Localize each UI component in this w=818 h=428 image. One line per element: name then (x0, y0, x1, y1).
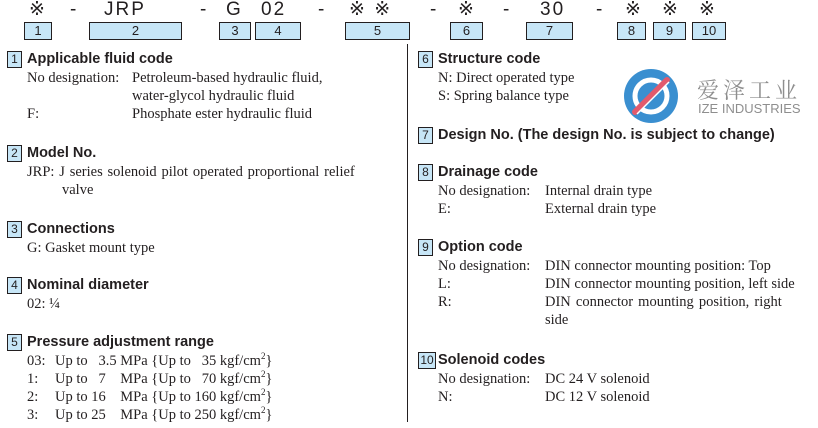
row-value: water-glycol hydraulic fluid (132, 88, 295, 104)
code-box-3: 3 (219, 22, 251, 40)
section-number: 5 (7, 334, 22, 351)
code-part-3: G (226, 0, 243, 20)
code-dash: - (70, 0, 79, 20)
row-label: L: (438, 276, 451, 292)
row-value: External drain type (545, 201, 657, 217)
row-text: 02: ¼ (27, 296, 61, 312)
code-part-4: 02 (261, 0, 287, 20)
code-dash: - (596, 0, 605, 20)
row-label: E: (438, 201, 451, 217)
row-value: side (545, 312, 569, 328)
section-title: Connections (27, 221, 115, 237)
row-value: DC 12 V solenoid (545, 389, 650, 405)
section-title: Solenoid codes (438, 352, 546, 368)
section-title: Applicable fluid code (27, 51, 173, 67)
section-title: Option code (438, 239, 523, 255)
code-box-5: 5 (345, 22, 410, 40)
row-value: Petroleum-based hydraulic fluid, (132, 70, 323, 86)
watermark-cn: 爱泽工业 (697, 79, 802, 104)
code-dash: - (318, 0, 327, 20)
row-value: Phosphate ester hydraulic fluid (132, 106, 312, 122)
row-value: DIN connector mounting position, left side (545, 276, 795, 292)
row-label: No designation: (438, 258, 531, 274)
code-box-9: 9 (653, 22, 686, 40)
row-text: G: Gasket mount type (27, 240, 155, 256)
row-code: 3: (27, 407, 39, 423)
row-text: valve (62, 182, 94, 198)
row-label: No designation: (27, 70, 120, 86)
section-design-no (418, 126, 813, 145)
row-value: Up to 16 MPa {Up to 160 kgf/$cm^2$} (55, 387, 273, 405)
section-number: 2 (7, 145, 22, 162)
section-number: 1 (7, 51, 22, 68)
code-box-6: 6 (450, 22, 483, 40)
section-fluid-code (7, 50, 402, 123)
row-label: No designation: (438, 371, 531, 387)
row-code: 03: (27, 353, 46, 369)
row-code: 2: (27, 389, 39, 405)
section-number: 10 (418, 352, 436, 369)
code-box-2: 2 (89, 22, 182, 40)
code-box-1: 1 (24, 22, 52, 40)
row-text: N: Direct operated type (438, 70, 575, 86)
section-number: 6 (418, 51, 433, 68)
row-value: DIN connector mounting position, right (545, 294, 782, 310)
section-nominal-diameter (7, 276, 402, 313)
section-title: Design No. (The design No. is subject to change) (438, 127, 775, 143)
ize-logo-icon (623, 68, 679, 124)
code-box-8: 8 (617, 22, 646, 40)
row-label: R: (438, 294, 452, 310)
section-title: Nominal diameter (27, 277, 149, 293)
row-label: N: (438, 389, 453, 405)
code-part-5: ※ ※ (349, 0, 393, 20)
row-code: 1: (27, 371, 39, 387)
row-value: Up to 25 MPa {Up to 250 kgf/$cm^2$} (55, 405, 273, 423)
section-title: Drainage code (438, 164, 538, 180)
section-solenoid-codes (418, 351, 813, 406)
row-label: F: (27, 106, 40, 122)
code-part-8: ※ (625, 0, 643, 20)
section-number: 8 (418, 164, 433, 181)
row-value: Internal drain type (545, 183, 653, 199)
section-drainage-code (418, 163, 813, 218)
section-number: 3 (7, 221, 22, 238)
code-dash: - (503, 0, 512, 20)
code-part-10: ※ (699, 0, 717, 20)
code-part-7: 30 (540, 0, 566, 20)
code-box-7: 7 (526, 22, 573, 40)
section-option-code (418, 238, 813, 329)
section-pressure-range (7, 333, 402, 424)
section-model-no (7, 144, 402, 199)
code-part-6: ※ (458, 0, 476, 20)
code-part-1: ※ (29, 0, 47, 20)
code-part-2: JRP (104, 0, 146, 20)
row-text: S: Spring balance type (438, 88, 569, 104)
section-number: 4 (7, 277, 22, 294)
section-connections (7, 220, 402, 257)
row-value: Up to 3.5 MPa {Up to 35 kgf/$cm^2$} (55, 351, 273, 369)
code-box-10: 10 (692, 22, 726, 40)
row-text: JRP: J series solenoid pilot operated proportional relief (27, 164, 355, 180)
section-title: Model No. (27, 145, 97, 161)
row-value: Up to 7 MPa {Up to 70 kgf/$cm^2$} (55, 369, 273, 387)
section-number: 7 (418, 127, 433, 144)
section-title: Structure code (438, 51, 541, 67)
column-divider (407, 44, 408, 422)
code-dash: - (430, 0, 439, 20)
section-number: 9 (418, 239, 433, 256)
watermark-en: IZE INDUSTRIES (698, 101, 801, 116)
code-dash: - (200, 0, 209, 20)
code-part-9: ※ (662, 0, 680, 20)
code-box-4: 4 (255, 22, 301, 40)
row-label: No designation: (438, 183, 531, 199)
section-title: Pressure adjustment range (27, 334, 214, 350)
row-value: DC 24 V solenoid (545, 371, 650, 387)
row-value: DIN connector mounting position: Top (545, 258, 771, 274)
